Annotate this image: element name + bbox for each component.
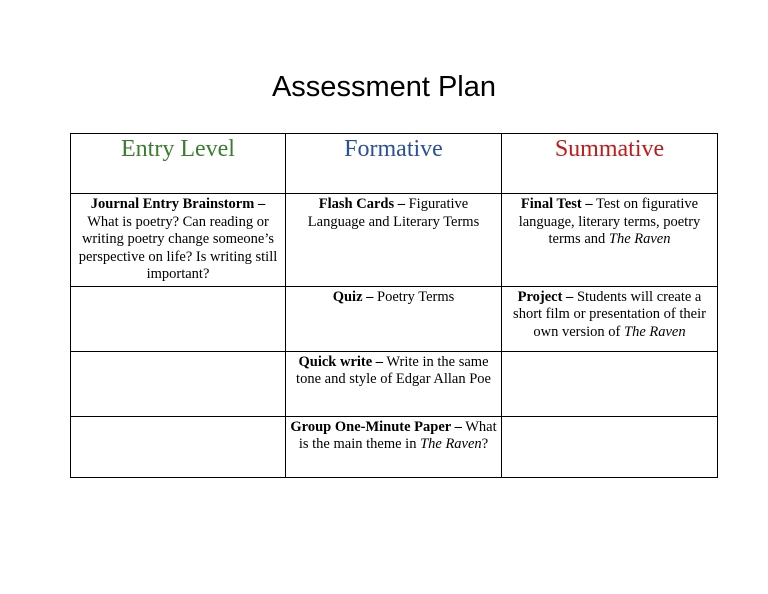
header-entry-level: Entry Level bbox=[71, 134, 286, 194]
entry-cell-empty bbox=[71, 351, 286, 416]
table-row bbox=[71, 194, 718, 287]
cell-lead: Project – bbox=[517, 288, 574, 305]
entry-cell-empty bbox=[71, 416, 286, 477]
header-summative: Summative bbox=[502, 134, 718, 194]
cell-text: Write in the same tone and style of Edgar Allan Poe bbox=[296, 353, 491, 387]
table-header-row bbox=[71, 134, 718, 194]
formative-cell bbox=[286, 286, 502, 351]
header-formative: Formative bbox=[286, 134, 502, 194]
cell-text: What is the main theme in bbox=[298, 418, 497, 452]
cell-title-ref: The Raven bbox=[624, 323, 686, 340]
entry-cell-empty bbox=[71, 286, 286, 351]
cell-lead: Journal Entry Brainstorm – bbox=[90, 196, 266, 212]
cell-text: Poetry Terms bbox=[373, 288, 455, 305]
cell-title-ref: The Raven bbox=[420, 436, 482, 452]
cell-text: Figurative Language and Literary Terms bbox=[307, 196, 480, 230]
cell-tail: ? bbox=[481, 436, 489, 452]
cell-lead: Final Test – bbox=[520, 196, 593, 212]
formative-cell bbox=[286, 351, 502, 416]
cell-lead: Group One-Minute Paper – bbox=[290, 418, 462, 435]
cell-text: Test on figurative language, literary terms, poetry terms and bbox=[518, 196, 701, 247]
entry-cell bbox=[71, 194, 286, 287]
table-row bbox=[71, 286, 718, 351]
assessment-plan-table bbox=[70, 133, 718, 478]
cell-lead: Quick write – bbox=[298, 353, 384, 370]
cell-title-ref: The Raven bbox=[608, 231, 671, 247]
formative-cell bbox=[286, 194, 502, 287]
table-row bbox=[71, 416, 718, 477]
cell-lead: Flash Cards – bbox=[318, 196, 405, 212]
summative-cell bbox=[502, 194, 718, 287]
cell-lead: Quiz – bbox=[332, 288, 374, 305]
table-row bbox=[71, 351, 718, 416]
cell-text: Students will create a short film or presentation of their own version of bbox=[513, 288, 706, 340]
summative-cell bbox=[502, 286, 718, 351]
formative-cell bbox=[286, 416, 502, 477]
summative-cell-empty bbox=[502, 416, 718, 477]
page-title: Assessment Plan bbox=[271, 71, 497, 103]
cell-text: What is poetry? Can reading or writing poetry change someone’s perspective on life? Is writing still important? bbox=[78, 213, 278, 282]
summative-cell-empty bbox=[502, 351, 718, 416]
